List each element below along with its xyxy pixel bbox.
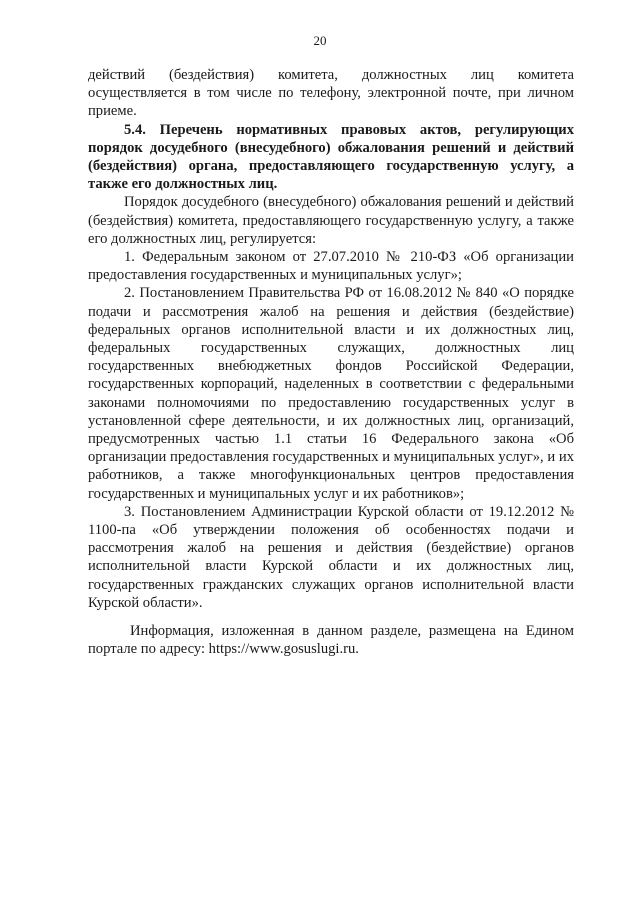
info-paragraph: Информация, изложенная в данном разделе, размещена на Едином портале по адресу: https://www.gosuslugi.ru. — [88, 623, 574, 658]
page-number: 20 — [313, 33, 327, 48]
intro-paragraph: действий (бездействия) комитета, должностных лиц комитета осуществляется в том числе по телефону, электронной почте, при личном приеме. — [88, 67, 574, 120]
list-item-3: 3. Постановлением Администрации Курской области от 19.12.2012 № 1100-па «Об утверждении положения об особенностях подачи и рассмотрения жалоб на решения и действия (бездействие) органов исполнительной власти Курской области и их должностных лиц, государственных гражданских служащих органов исполнительной власти Курской области». — [88, 503, 574, 611]
list-item-2: 2. Постановлением Правительства РФ от 16.08.2012 № 840 «О порядке подачи и рассмотрения жалоб на решения и действия (бездействие) федеральных органов исполнительной власти и их должностных лиц, федеральных государственных служащих, должностных лиц государственных внебюджетных фондов Российской Федерации, государственных корпораций, наделенных в соответствии с федеральными законами полномочиями по предоставлению государственных услуг в установленной сфере деятельности, и их должностных лиц, организаций, предусмотренных частью 1.1 статьи 16 Федерального закона «Об организации предоставления государственных и муниципальных услуг», и их работников, а также многофункциональных центров предоставления государственных и муниципальных услуг и их работников»; — [88, 285, 574, 502]
document-body — [88, 66, 574, 659]
section-heading: 5.4. Перечень нормативных правовых актов, регулирующих порядок досудебного (внесудебного) обжалования решений и действий (бездействия) органа, предоставляющего государственную услугу, а также его должностных лиц. — [88, 121, 574, 193]
order-paragraph: Порядок досудебного (внесудебного) обжалования решений и действий (бездействия) комитета, предоставляющего государственную услугу, а также его должностных лиц, регулируется: — [88, 194, 574, 247]
list-item-1: 1. Федеральным законом от 27.07.2010 № 210-ФЗ «Об организации предоставления государственных и муниципальных услуг»; — [88, 249, 574, 284]
